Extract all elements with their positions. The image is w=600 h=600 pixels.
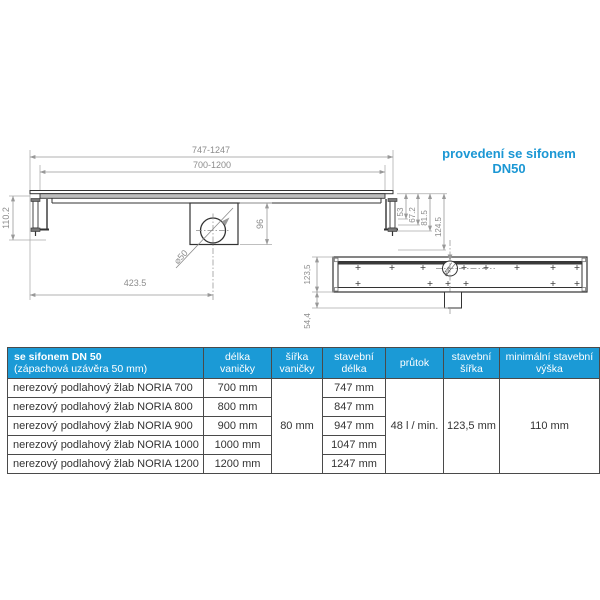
col-header-sirka-vanicky <box>272 348 323 379</box>
stavebni-delka-value: 1047 mm <box>323 436 386 455</box>
min-vyska-shared-value: 110 mm <box>499 379 599 474</box>
col-min-vyska-line1: minimální stavební <box>505 351 594 363</box>
drawing-title: provedení se sifonem DN50 <box>442 146 576 176</box>
dim-124-5: 124.5 <box>434 216 443 238</box>
col-header-stavebni-sirka <box>444 348 500 379</box>
col-header-min-vyska <box>499 348 599 379</box>
product-name: nerezový podlahový žlab NORIA 700 <box>8 379 204 398</box>
channel-profile <box>30 191 393 204</box>
stavebni-sirka-shared-value: 123,5 mm <box>444 379 500 474</box>
left-foot <box>31 199 49 237</box>
header-title-cell <box>8 348 204 379</box>
col-sirka-line2: vaničky <box>279 363 315 375</box>
product-name: nerezový podlahový žlab NORIA 1000 <box>8 436 204 455</box>
dim-plan-drain-diameter: ⌀50 <box>443 266 454 278</box>
siphon-box <box>172 203 238 268</box>
col-stav-delka-line2: délka <box>341 363 367 375</box>
dim-trough-length: 700-1200 <box>192 160 232 170</box>
dim-drain-diameter: ⌀50 <box>171 247 190 267</box>
col-header-prutok: průtok <box>386 348 444 379</box>
right-dim-stack <box>396 194 447 250</box>
dim-siphon-depth: 96 <box>255 218 265 230</box>
col-min-vyska-line2: výška <box>536 363 563 375</box>
table-header-row <box>8 348 600 379</box>
prutok-shared-value: 48 l / min. <box>386 379 444 474</box>
dim-81-5: 81.5 <box>420 210 429 226</box>
stavebni-delka-value: 947 mm <box>323 417 386 436</box>
stavebni-delka-value: 847 mm <box>323 398 386 417</box>
dim-outlet-offset: 423.5 <box>123 278 147 288</box>
delka-value: 700 mm <box>204 379 272 398</box>
dim-53: 53 <box>396 207 405 217</box>
delka-value: 1200 mm <box>204 455 272 474</box>
col-header-delka-vanicky <box>204 348 272 379</box>
header-title-line1: se sifonem DN 50 <box>14 351 102 363</box>
col-delka-line2: vaničky <box>219 363 255 375</box>
dim-outlet-drop: 54,4 <box>303 313 312 329</box>
dim-total-length: 747-1247 <box>191 145 231 155</box>
col-sirka-line1: šířka <box>285 351 309 363</box>
plan-outlet-stub <box>445 292 462 308</box>
plan-view <box>303 240 587 329</box>
col-stav-sirka-line2: šířka <box>460 363 483 375</box>
product-name: nerezový podlahový žlab NORIA 900 <box>8 417 204 436</box>
table-row <box>8 379 600 398</box>
delka-value: 800 mm <box>204 398 272 417</box>
stavebni-delka-value: 747 mm <box>323 379 386 398</box>
product-name: nerezový podlahový žlab NORIA 800 <box>8 398 204 417</box>
sirka-shared-value: 80 mm <box>272 379 323 474</box>
dim-height-left: 110.2 <box>1 207 11 229</box>
col-header-stavebni-delka <box>323 348 386 379</box>
dim-channel-width: 123,5 <box>303 264 312 285</box>
col-stav-delka-line1: stavební <box>334 351 374 363</box>
col-delka-line1: délka <box>224 351 251 363</box>
delka-value: 900 mm <box>204 417 272 436</box>
header-title-line2: (zápachová uzávěra 50 mm) <box>14 363 148 375</box>
col-stav-sirka-line1: stavební <box>451 351 492 363</box>
product-name: nerezový podlahový žlab NORIA 1200 <box>8 455 204 474</box>
dim-67-2: 67.2 <box>408 207 417 223</box>
delka-value: 1000 mm <box>204 436 272 455</box>
stavebni-delka-value: 1247 mm <box>323 455 386 474</box>
spec-table <box>7 347 600 474</box>
